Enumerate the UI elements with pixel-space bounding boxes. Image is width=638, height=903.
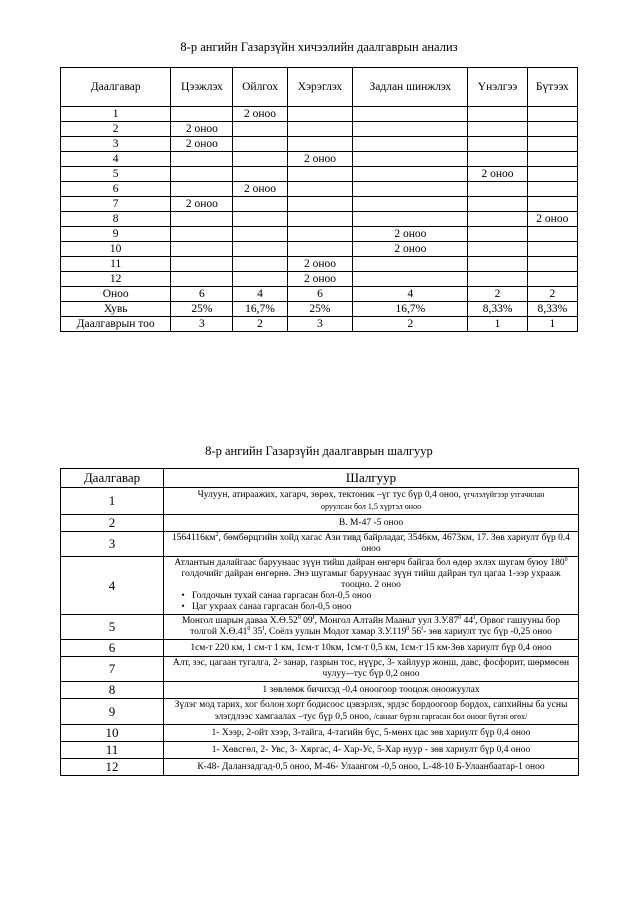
cell-create: 2 оноо	[527, 212, 577, 227]
header-task: Даалгавар	[61, 68, 171, 107]
cell-evaluate	[468, 257, 527, 272]
cell-analyze	[353, 107, 468, 122]
task-number: 4	[61, 557, 164, 615]
cell-understand	[233, 122, 287, 137]
cell-memorize	[171, 272, 233, 287]
criteria-text: Монгол шарын даваа Х.Ө.52	[181, 616, 298, 626]
summary-row	[61, 287, 578, 302]
cell-apply	[287, 137, 353, 152]
criteria-cell: 1 зөвлөмж бичихэд -0,4 оноогоор тооцож оноожуулах	[164, 682, 579, 699]
table-row	[61, 167, 578, 182]
bullet-item: • Цаг ухраах санаа гаргасан бол-0,5 оноо	[168, 602, 574, 613]
table-row	[61, 137, 578, 152]
cell-evaluate	[468, 197, 527, 212]
cell-understand: 2 оноо	[233, 107, 287, 122]
table-row	[61, 557, 579, 615]
cell-create	[527, 242, 577, 257]
cell-task: 10	[61, 242, 171, 257]
criteria-text: 35	[250, 627, 263, 637]
cell-apply	[287, 167, 353, 182]
criteria-cell: 1см-т 220 км, 1 см-т 1 км, 1см-т 10км, 1см-т 0,5 км, 1см-т 15 км-Зөв хариулт бүр 0,4 оноо	[164, 640, 579, 657]
table-row	[61, 615, 579, 640]
cell-task: 3	[61, 137, 171, 152]
criteria-text: , бөмбөрцгийн хойд хагас Ази тивд байрладаг, 3546км, 4673км, 17. Зөв хариулт бүр 0.4 оноо	[218, 533, 571, 554]
summary-row	[61, 317, 578, 332]
cell-task: 1	[61, 107, 171, 122]
cell-create	[527, 107, 577, 122]
table-row	[61, 182, 578, 197]
header-apply: Хэрэглэх	[287, 68, 353, 107]
cell-create	[527, 197, 577, 212]
superscript: 2	[215, 531, 219, 538]
cell-evaluate: 1	[468, 317, 527, 332]
task-number: 10	[61, 725, 164, 742]
task-number: 2	[61, 515, 164, 532]
cell-apply	[287, 197, 353, 212]
cell-apply	[287, 242, 353, 257]
task-number: 8	[61, 682, 164, 699]
cell-memorize	[171, 167, 233, 182]
table-row	[61, 532, 579, 557]
cell-create	[527, 122, 577, 137]
table1-title: 8-р ангийн Газарзүйн хичээлийн даалгаврын анализ	[180, 40, 458, 54]
summary-label: Оноо	[61, 287, 171, 302]
cell-analyze	[353, 212, 468, 227]
criteria-text: голдочийг дайран өнгөрнө. Энэ шугамыг баруунаас зүүн тийш дайран тул цагаа 1-ээр ухрааж тооцно. 2 оноо	[181, 569, 561, 590]
cell-memorize	[171, 257, 233, 272]
summary-label: Хувь	[61, 302, 171, 317]
cell-understand: 4	[233, 287, 287, 302]
criteria-text: , Соёлз уулын Модот хамар З.У.119	[264, 627, 407, 637]
cell-memorize: 2 оноо	[171, 197, 233, 212]
cell-task: 7	[61, 197, 171, 212]
criteria-text: 44	[461, 616, 474, 626]
cell-apply: 6	[287, 287, 353, 302]
cell-memorize: 2 оноо	[171, 137, 233, 152]
task-number: 9	[61, 699, 164, 725]
cell-understand: 2 оноо	[233, 182, 287, 197]
cell-task: 6	[61, 182, 171, 197]
cell-understand	[233, 272, 287, 287]
cell-understand	[233, 227, 287, 242]
cell-analyze	[353, 152, 468, 167]
superscript: 0	[247, 625, 251, 632]
criteria-text: Чулуун, атираажих, хагарч, зөрөх, тектоник –үг тус бүр 0,4 оноо,	[197, 490, 461, 500]
cell-memorize	[171, 242, 233, 257]
criteria-cell	[164, 615, 579, 640]
cell-memorize: 6	[171, 287, 233, 302]
criteria-text: 1564116км	[171, 533, 216, 543]
cell-understand	[233, 137, 287, 152]
table1-body	[61, 107, 578, 332]
criteria-text: , Монгол Алтайн Мааньт уул З.У.87	[314, 616, 459, 626]
superscript: 0	[297, 614, 301, 621]
cell-analyze: 2 оноо	[353, 242, 468, 257]
cell-evaluate	[468, 227, 527, 242]
cell-analyze	[353, 257, 468, 272]
table-row	[61, 242, 578, 257]
cell-task: 2	[61, 122, 171, 137]
table-row	[61, 197, 578, 212]
criteria-cell	[164, 699, 579, 725]
cell-understand	[233, 152, 287, 167]
table-row	[61, 742, 579, 759]
cell-analyze: 2 оноо	[353, 227, 468, 242]
cell-task: 11	[61, 257, 171, 272]
cell-apply	[287, 212, 353, 227]
cell-apply: 2 оноо	[287, 272, 353, 287]
criteria-table	[60, 468, 579, 776]
cell-evaluate	[468, 272, 527, 287]
cell-understand	[233, 167, 287, 182]
cell-apply: 2 оноо	[287, 257, 353, 272]
cell-create	[527, 257, 577, 272]
header-memorize: Цээжлэх	[171, 68, 233, 107]
criteria-cell	[164, 532, 579, 557]
cell-create	[527, 182, 577, 197]
cell-create: 8,33%	[527, 302, 577, 317]
cell-create	[527, 137, 577, 152]
table-row	[61, 657, 579, 682]
superscript: I	[421, 625, 424, 632]
bullet-item: • Голдочын тухай санаа гаргасан бол-0,5 оноо	[168, 591, 574, 602]
cell-task: 8	[61, 212, 171, 227]
header-analyze: Задлан шинжлэх	[353, 68, 468, 107]
cell-apply	[287, 107, 353, 122]
header-create: Бүтээх	[527, 68, 577, 107]
cell-task: 9	[61, 227, 171, 242]
cell-evaluate: 2	[468, 287, 527, 302]
task-number: 6	[61, 640, 164, 657]
criteria-note: оруулсан бол 1,5 хүртэл оноо	[320, 502, 422, 511]
criteria-cell	[164, 557, 579, 615]
cell-analyze: 4	[353, 287, 468, 302]
criteria-text: Зүлэг мод тарих, хог болон хорт бодисоос цэвэрлэх, эрдэс бордоогоор бордох, сапхийны ба усны элэгдлээс хамгаалах –тус бүр 0,5 оноо,	[174, 700, 568, 722]
superscript: I	[473, 614, 476, 621]
table-row	[61, 272, 578, 287]
cell-evaluate	[468, 242, 527, 257]
cell-analyze: 2	[353, 317, 468, 332]
table-row	[61, 257, 578, 272]
table2-header-row	[61, 469, 579, 488]
header-evaluate: Үнэлгээ	[468, 68, 527, 107]
cell-create	[527, 167, 577, 182]
cell-task: 12	[61, 272, 171, 287]
cell-create	[527, 152, 577, 167]
superscript: I	[262, 625, 265, 632]
cell-memorize: 25%	[171, 302, 233, 317]
cell-apply: 3	[287, 317, 353, 332]
cell-memorize: 2 оноо	[171, 122, 233, 137]
criteria-text: - зөв хариулт тус бүр -0,25 оноо	[423, 627, 552, 637]
superscript: 0	[458, 614, 462, 621]
cell-understand	[233, 197, 287, 212]
criteria-note: /санааг бүрэн гаргасан бол оноог бүтэн өгөх/	[373, 712, 528, 721]
cell-evaluate: 8,33%	[468, 302, 527, 317]
table-row	[61, 699, 579, 725]
criteria-note: үгчлэлүйгээр утгачилан	[463, 490, 545, 499]
cell-apply	[287, 122, 353, 137]
table-row	[61, 759, 579, 776]
criteria-text: Атлантын далайгаас баруунаас зүүн тийш дайран өнгөрч байгаа бол өдөр эхлэх шугам буюу 180	[174, 558, 565, 568]
task-number: 7	[61, 657, 164, 682]
task-number: 5	[61, 615, 164, 640]
table-row	[61, 227, 578, 242]
cell-understand	[233, 242, 287, 257]
cell-understand	[233, 257, 287, 272]
table-row	[61, 107, 578, 122]
cell-analyze	[353, 197, 468, 212]
cell-evaluate: 2 оноо	[468, 167, 527, 182]
table-row	[61, 682, 579, 699]
task-number: 3	[61, 532, 164, 557]
cell-memorize	[171, 182, 233, 197]
criteria-text: , Орвог гашууны бор толгой Х.Ө.41	[190, 616, 561, 637]
cell-analyze: 16,7%	[353, 302, 468, 317]
task-number: 1	[61, 488, 164, 515]
table2-title: 8-р ангийн Газарзүйн даалгаврын шалгуур	[205, 444, 433, 458]
task-number: 12	[61, 759, 164, 776]
cell-analyze	[353, 182, 468, 197]
cell-apply	[287, 227, 353, 242]
cell-task: 4	[61, 152, 171, 167]
table-row	[61, 152, 578, 167]
cell-analyze	[353, 167, 468, 182]
criteria-text: 56	[409, 627, 422, 637]
task-analysis-table	[60, 67, 578, 332]
cell-create	[527, 272, 577, 287]
criteria-cell: 1- Хээр, 2-ойт хээр, 3-тайга, 4-тагийн бүс, 5-мөнх цас зөв хариулт бүр 0,4 оноо	[164, 725, 579, 742]
superscript: 0	[564, 556, 568, 563]
cell-memorize	[171, 152, 233, 167]
table-row	[61, 515, 579, 532]
criteria-text: 09	[300, 616, 313, 626]
criteria-cell: Алт, зэс, цагаан тугалга, 2- занар, газрын тос, нүүрс, 3- хайлуур жонш, давс, фосфорит, шөрмөсөн чулуу-–тус бүр 0,2 оноо	[164, 657, 579, 682]
header-understand: Ойлгох	[233, 68, 287, 107]
superscript: I	[312, 614, 315, 621]
table1-header-row	[61, 68, 578, 107]
cell-memorize: 3	[171, 317, 233, 332]
header-criteria: Шалгуур	[164, 469, 579, 488]
cell-evaluate	[468, 107, 527, 122]
table-row	[61, 725, 579, 742]
cell-create: 1	[527, 317, 577, 332]
cell-understand	[233, 212, 287, 227]
cell-apply: 2 оноо	[287, 152, 353, 167]
cell-memorize	[171, 227, 233, 242]
cell-evaluate	[468, 122, 527, 137]
summary-row	[61, 302, 578, 317]
table-row	[61, 122, 578, 137]
table-row	[61, 640, 579, 657]
table-row	[61, 488, 579, 515]
cell-evaluate	[468, 152, 527, 167]
cell-create: 2	[527, 287, 577, 302]
criteria-cell: В. М-47 -5 оноо	[164, 515, 579, 532]
cell-analyze	[353, 137, 468, 152]
cell-analyze	[353, 122, 468, 137]
cell-task: 5	[61, 167, 171, 182]
cell-memorize	[171, 212, 233, 227]
criteria-cell	[164, 488, 579, 515]
criteria-cell: 1- Хөвсгөл, 2- Увс, 3- Хяргас, 4- Хар-Ус, 5-Хар нуур - зөв хариулт бүр 0,4 оноо	[164, 742, 579, 759]
summary-label: Даалгаврын тоо	[61, 317, 171, 332]
superscript: 0	[406, 625, 410, 632]
header-task: Даалгавар	[61, 469, 164, 488]
cell-evaluate	[468, 212, 527, 227]
criteria-cell: К-48- Даланзадгад-0,5 оноо, М-46- Улаангом -0,5 оноо, L-48-10 Б-Улаанбаатар-1 оноо	[164, 759, 579, 776]
cell-understand: 2	[233, 317, 287, 332]
cell-apply	[287, 182, 353, 197]
cell-memorize	[171, 107, 233, 122]
task-number: 11	[61, 742, 164, 759]
cell-understand: 16,7%	[233, 302, 287, 317]
cell-analyze	[353, 272, 468, 287]
table-row	[61, 212, 578, 227]
cell-create	[527, 227, 577, 242]
cell-apply: 25%	[287, 302, 353, 317]
cell-evaluate	[468, 137, 527, 152]
cell-evaluate	[468, 182, 527, 197]
